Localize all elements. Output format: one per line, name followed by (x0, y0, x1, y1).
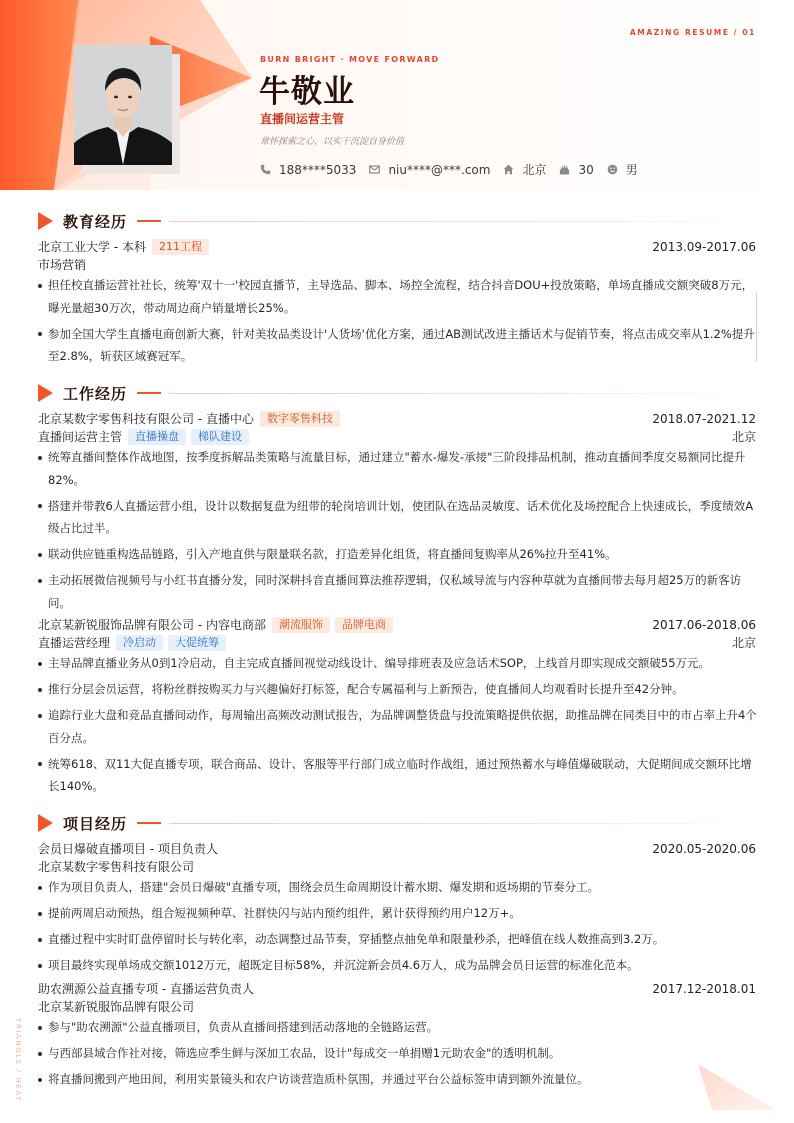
list-item: 追踪行业大盘和竞品直播间动作，每周输出高频改动测试报告，为品牌调整货盘与投流策略提供依据，助推品牌在同类目中的市占率上升4个百分点。 (38, 704, 758, 749)
list-item: 主导品牌直播业务从0到1冷启动，自主完成直播间视觉动线设计、编导排班表及应急话术SOP，上线首月即实现成交额破55万元。 (38, 652, 758, 675)
company-tag: 潮流服饰 (272, 617, 330, 633)
avatar (74, 45, 172, 165)
contact-email (369, 163, 490, 177)
list-item: 统筹618、双11大促直播专项，联合商品、设计、客服等平行部门成立临时作战组，通过预热蓄水与峰值爆破联动，大促期间成交额环比增长140%。 (38, 753, 758, 798)
work-2-title-row (38, 634, 756, 651)
project-name: 会员日爆破直播项目 - 项目负责人 (38, 842, 218, 856)
skill-tag: 直播操盘 (128, 429, 186, 445)
education-major-row (38, 256, 756, 273)
list-item: 参与"助农溯源"公益直播项目，负责从直播间搭建到活动落地的全链路运营。 (38, 1016, 758, 1039)
email-address: niu****@***.com (388, 162, 491, 177)
triangle-icon (38, 384, 53, 402)
city: 北京 (522, 163, 547, 177)
list-item: 统筹直播间整体作战地图，按季度拆解品类策略与流量目标，通过建立"蓄水-爆发-承接"三阶段排品机制，推动直播间季度交易额同比提升82%。 (38, 446, 758, 491)
candidate-motto: 常怀探索之心，以实干沉淀自身价值 (260, 137, 405, 147)
work-1-title-row (38, 428, 756, 445)
work-1-bullets (38, 446, 758, 618)
project-org: 北京某新锐服饰品牌有限公司 (38, 1000, 195, 1014)
education-date: 2013.09-2017.06 (652, 239, 756, 254)
smiley-icon (607, 164, 618, 175)
candidate-role: 直播间运营主管 (260, 112, 345, 126)
list-item: 联动供应链重构选品链路，引入产地直供与限量联名款，打造差异化组货，将直播间复购率从26%拉升至41%。 (38, 543, 758, 566)
section-title: 项目经历 (63, 814, 128, 833)
list-item: 参加全国大学生直播电商创新大赛，针对美妆品类设计'人货场'优化方案，通过AB测试改进主播话术与促销节奏，将点击成交率从1.2%提升至2.8%，斩获区域赛冠军。 (38, 323, 758, 368)
candidate-name: 牛敬业 (259, 74, 355, 110)
project-2-row (38, 980, 756, 997)
list-item: 将直播间搬到产地田间，利用实景镜头和农户访谈营造质朴氛围，并通过平台公益标签申请到额外流量位。 (38, 1068, 758, 1091)
project-1-row (38, 840, 756, 857)
contact-bar (260, 161, 651, 178)
skill-tag: 冷启动 (116, 635, 163, 651)
work-2-bullets (38, 652, 758, 801)
school-tag: 211工程 (152, 239, 209, 255)
list-item: 提前两周启动预热，组合短视频种草、社群快闪与站内预约组件，累计获得预约用户12万+。 (38, 902, 758, 925)
work-city: 北京 (731, 636, 756, 650)
company-name: 北京某数字零售科技有限公司 - 直播中心 (38, 412, 254, 426)
project-1-org-row (38, 858, 756, 875)
company-tag: 品牌电商 (335, 617, 393, 633)
work-city: 北京 (731, 430, 756, 444)
triangle-icon (38, 814, 53, 832)
section-dash (137, 220, 161, 222)
mail-icon (369, 164, 380, 175)
project-date: 2017.12-2018.01 (652, 981, 756, 996)
job-title: 直播运营经理 (38, 636, 111, 650)
phone-number: 188****5033 (279, 162, 357, 177)
section-dash (137, 392, 161, 394)
skill-tag: 梯队建设 (191, 429, 249, 445)
corner-tag: AMAZING RESUME / 01 (629, 28, 756, 37)
education-row (38, 238, 756, 255)
contact-age (559, 163, 593, 177)
section-dash (137, 822, 161, 824)
project-2-bullets (38, 1016, 758, 1094)
home-icon (503, 164, 514, 175)
list-item: 主动拓展微信视频号与小红书直播分发，同时深耕抖音直播间算法推荐逻辑，仅私域导流与内容种草就为直播间带去每月超25万的新客访问。 (38, 569, 758, 614)
section-title: 工作经历 (63, 384, 128, 403)
side-mark: TRIANGLE / HEAT (14, 1018, 22, 1102)
section-projects-header (38, 813, 756, 833)
list-item: 搭建并带教6人直播运营小组，设计以数据复盘为纽带的轮岗培训计划，使团队在选品灵敏度、话术优化及场控配合上快速成长，季度绩效A级占比过半。 (38, 495, 758, 540)
list-item: 担任校直播运营社社长，统筹'双十一'校园直播节，主导选品、脚本、场控全流程，结合抖音DOU+投放策略，单场直播成交额突破8万元，曝光量超30万次，带动周边商户销量增长25%。 (38, 274, 758, 319)
list-item: 与西部县域合作社对接，筛选应季生鲜与深加工农品，设计"每成交一单捐赠1元助农金"的透明机制。 (38, 1042, 758, 1065)
job-title: 直播间运营主管 (38, 430, 123, 444)
work-1-company-row (38, 410, 756, 427)
cake-icon (559, 164, 570, 175)
work-date: 2018.07-2021.12 (652, 411, 756, 426)
project-1-bullets (38, 876, 758, 980)
triangle-icon (38, 212, 53, 230)
project-org: 北京某数字零售科技有限公司 (38, 860, 195, 874)
work-date: 2017.06-2018.06 (652, 617, 756, 632)
section-divider (169, 221, 756, 222)
list-item: 项目最终实现单场成交额1012万元，超既定目标58%，并沉淀新会员4.6万人，成为品牌会员日运营的标准化范本。 (38, 954, 758, 977)
section-divider (169, 393, 756, 394)
age: 30 (578, 162, 594, 177)
company-tag: 数字零售科技 (260, 411, 340, 427)
contact-phone (260, 163, 356, 177)
list-item: 推行分层会员运营，将粉丝群按购买力与兴趣偏好打标签，配合专属福利与上新预告，使直播间人均观看时长提升至42分钟。 (38, 678, 758, 701)
section-work-header (38, 383, 756, 403)
section-education-header (38, 211, 756, 231)
project-name: 助农溯源公益直播专项 - 直播运营负责人 (38, 982, 254, 996)
project-date: 2020.05-2020.06 (652, 841, 756, 856)
contact-city (503, 161, 546, 178)
work-2-company-row (38, 616, 756, 633)
company-name: 北京某新锐服饰品牌有限公司 - 内容电商部 (38, 618, 266, 632)
section-divider (169, 823, 756, 824)
education-bullets (38, 274, 758, 371)
gender: 男 (625, 163, 638, 177)
major: 市场营销 (38, 258, 87, 272)
list-item: 直播过程中实时盯盘停留时长与转化率，动态调整过品节奏，穿插整点抽免单和限量秒杀，把峰值在线人数推高到3.2万。 (38, 928, 758, 951)
contact-gender (607, 161, 638, 178)
project-2-org-row (38, 998, 756, 1015)
section-title: 教育经历 (63, 212, 128, 231)
list-item: 作为项目负责人，搭建"会员日爆破"直播专项，围绕会员生命周期设计蓄水期、爆发期和返场期的节奏分工。 (38, 876, 758, 899)
header-slogan: BURN BRIGHT · MOVE FORWARD (260, 55, 440, 64)
skill-tag: 大促统筹 (168, 635, 226, 651)
phone-icon (260, 164, 271, 175)
school-name: 北京工业大学 - 本科 (38, 240, 146, 254)
